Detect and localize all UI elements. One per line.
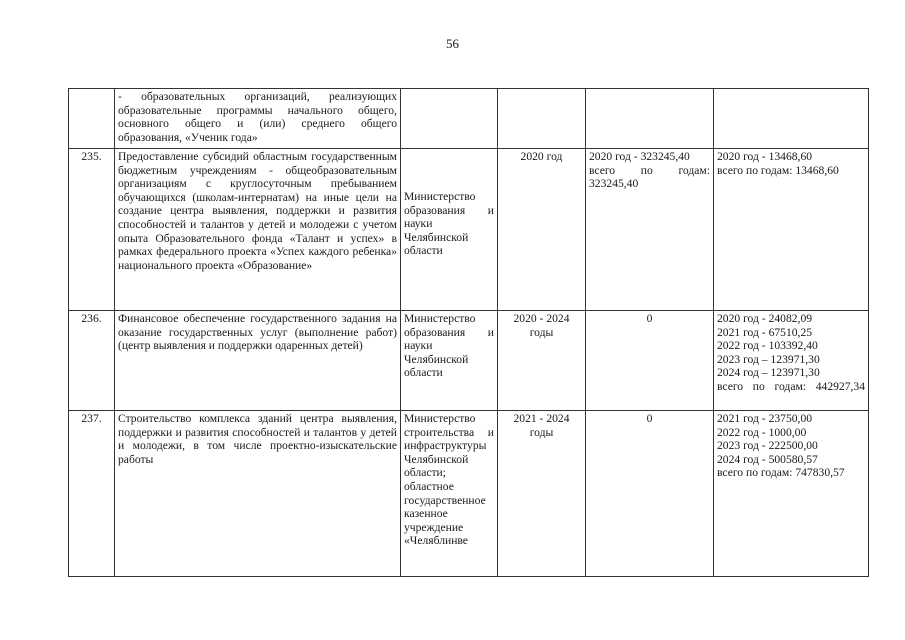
- funding-federal: [586, 149, 714, 311]
- funding-line: 2024 год – 123971,30: [717, 366, 820, 380]
- funding-regional: [714, 89, 869, 149]
- funding-total: всего по годам: 747830,57: [717, 466, 845, 480]
- funding-federal: [586, 89, 714, 149]
- term: 2020 год: [498, 149, 586, 311]
- row-number: 237.: [69, 411, 115, 577]
- funding-line: 2022 год - 1000,00: [717, 425, 807, 439]
- funding-line: 2020 год - 13468,60: [717, 150, 813, 163]
- row-number: 235.: [69, 149, 115, 311]
- funding-federal: 0: [586, 411, 714, 577]
- executor-text: Министерство образования и науки Челябинской области: [404, 190, 494, 258]
- funding-total: всего по годам: 442927,34: [717, 379, 865, 393]
- page-number: 56: [446, 36, 459, 51]
- funding-regional: [714, 149, 869, 311]
- term: 2021 - 2024 годы: [498, 411, 586, 577]
- funding-line: 2023 год - 222500,00: [717, 439, 818, 453]
- funding-line: 2023 год – 123971,30: [717, 352, 820, 366]
- funding-regional: [714, 311, 869, 411]
- measure-description: Строительство комплекса зданий центра выявления, поддержки и развития способностей и талантов у детей и молодежи, в том числе проектно-изыскательские работы: [115, 411, 401, 577]
- funding-line: 2020 год - 323245,40: [589, 150, 690, 163]
- term: [498, 89, 586, 149]
- term: 2020 - 2024 годы: [498, 311, 586, 411]
- executor: [401, 149, 498, 311]
- funding-total: всего по годам: 323245,40: [589, 163, 710, 191]
- funding-line: 2021 год - 67510,25: [717, 325, 813, 339]
- executor: Министерство образования и науки Челябинской области: [401, 311, 498, 411]
- table-row: [69, 311, 869, 411]
- measure-description: - образовательных организаций, реализующих образовательные программы начального общего, основного общего и (или) среднего общего образования, «Ученик года»: [115, 89, 401, 149]
- funding-regional: [714, 411, 869, 577]
- funding-line: 2021 год - 23750,00: [717, 412, 813, 425]
- program-table: [68, 88, 869, 577]
- table-row: [69, 89, 869, 149]
- executor: [401, 89, 498, 149]
- funding-line: 2022 год - 103392,40: [717, 339, 818, 353]
- measure-description: Финансовое обеспечение государственного задания на оказание государственных услуг (выполнение работ) (центр выявления и поддержки одаренных детей): [115, 311, 401, 411]
- funding-total: всего по годам: 13468,60: [717, 163, 839, 177]
- row-number: [69, 89, 115, 149]
- funding-line: 2024 год - 500580,57: [717, 452, 818, 466]
- measure-description: Предоставление субсидий областным государственным бюджетным учреждениям - общеобразовательным организациям с круглосуточным пребыванием обучающихся (школам-интернатам) на иные цели на создание центра выявления, поддержки и развития способностей и талантов у детей и молодежи с учетом опыта Образовательного фонда «Талант и успех» в рамках федерального проекта «Успех каждого ребенка» национального проекта «Образование»: [115, 149, 401, 311]
- funding-line: 2020 год - 24082,09: [717, 312, 813, 325]
- row-number: 236.: [69, 311, 115, 411]
- table-row: [69, 411, 869, 577]
- funding-federal: 0: [586, 311, 714, 411]
- table-row: [69, 149, 869, 311]
- executor: Министерство строительства и инфраструктуры Челябинской области; областное государственное казенное учреждение «Челяблинве: [401, 411, 498, 577]
